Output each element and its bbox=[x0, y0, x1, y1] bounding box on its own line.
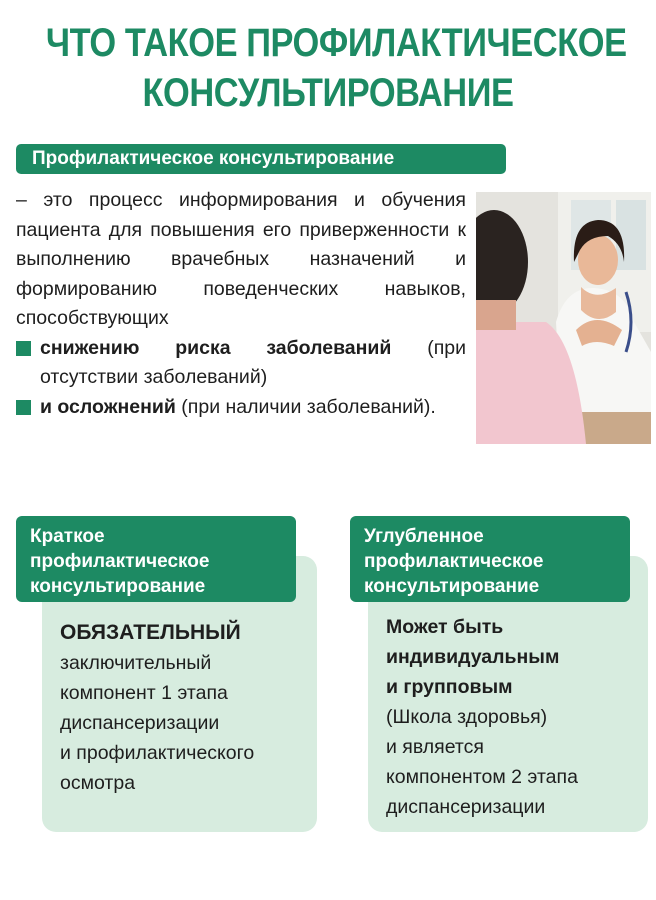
square-bullet-icon bbox=[16, 341, 31, 356]
square-bullet-icon bbox=[16, 400, 31, 415]
bullet-normal-text: (при отсутствии заболеваний) bbox=[40, 336, 466, 388]
card-line: диспансеризации bbox=[386, 796, 546, 818]
in-depth-consultation-body bbox=[386, 612, 641, 822]
brief-consultation-header: Краткое профилактическое консультирование bbox=[16, 516, 296, 602]
page-title bbox=[45, 18, 627, 118]
card-line: Может быть bbox=[386, 616, 504, 638]
bullet-item-risk bbox=[16, 334, 466, 393]
card-line: заключительный bbox=[60, 652, 212, 674]
card-line: диспансеризации bbox=[60, 712, 220, 734]
brief-consultation-body bbox=[60, 618, 310, 798]
page-title-line-1: ЧТО ТАКОЕ ПРОФИЛАКТИЧЕСКОЕ bbox=[45, 21, 627, 65]
card-line: ОБЯЗАТЕЛЬНЫЙ bbox=[60, 621, 241, 644]
card-line: осмотра bbox=[60, 772, 136, 794]
definition-block bbox=[16, 186, 466, 422]
definition-text: – это процесс информирования и обучения пациента для повышения его приверженности к выполнению врачебных назначений и формированию поведенческих навыков, способствующих bbox=[16, 189, 466, 329]
card-line: и является bbox=[386, 736, 484, 758]
card-line: и групповым bbox=[386, 676, 513, 698]
bullet-item-complications bbox=[16, 393, 466, 423]
card-line: и профилактического bbox=[60, 742, 255, 764]
in-depth-consultation-header: Углубленное профилактическое консультирование bbox=[350, 516, 630, 602]
page-title-line-2: КОНСУЛЬТИРОВАНИЕ bbox=[142, 71, 514, 115]
card-line: компонентом 2 этапа bbox=[386, 766, 578, 788]
bullet-bold-text: снижению риска заболеваний bbox=[40, 336, 392, 359]
subtitle-bar: Профилактическое консультирование bbox=[16, 144, 506, 174]
bullet-text bbox=[40, 334, 466, 393]
doctor-consultation-photo bbox=[476, 192, 651, 444]
bullet-text bbox=[40, 393, 466, 423]
card-line: компонент 1 этапа bbox=[60, 682, 228, 704]
card-line: индивидуальным bbox=[386, 646, 560, 668]
bullet-bold-text: и осложнений bbox=[40, 395, 176, 418]
bullet-normal-text: (при наличии заболеваний). bbox=[175, 395, 436, 418]
card-line: (Школа здоровья) bbox=[386, 706, 548, 728]
